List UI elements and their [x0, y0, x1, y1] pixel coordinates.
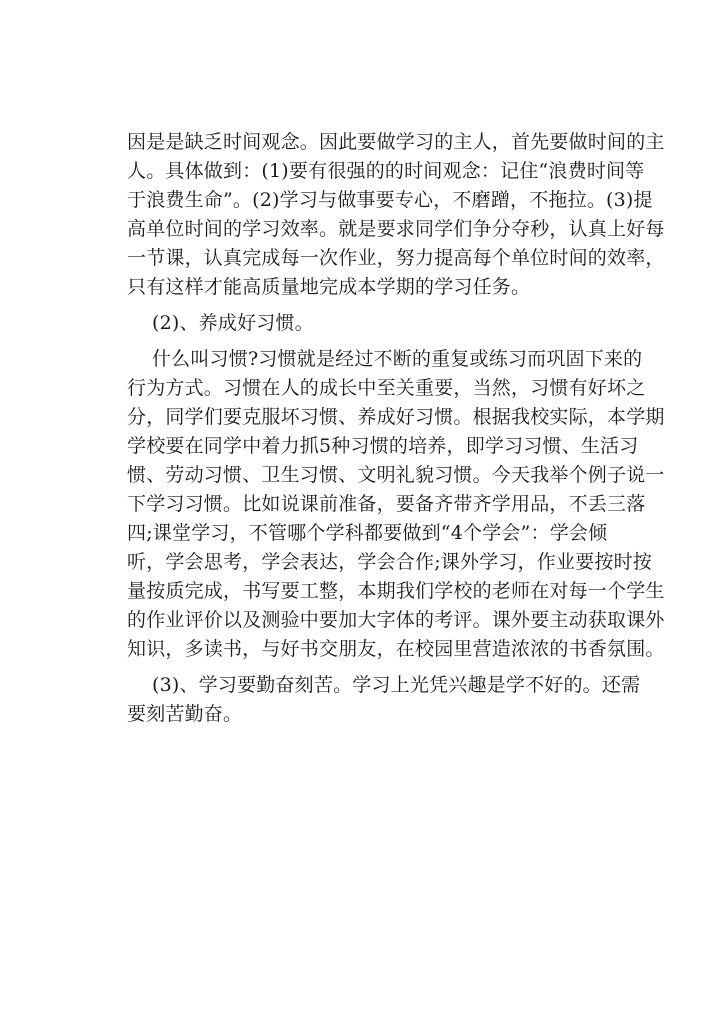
paragraph — [127, 671, 641, 729]
text-line: (3)、学习要勤奋刻苦。学习上光凭兴趣是学不好的。还需 — [127, 674, 641, 696]
text-line: 要刻苦勤奋。 — [127, 703, 243, 725]
text-line: 于浪费生命”。(2)学习与做事要专心，不磨蹭，不拖拉。(3)提 — [127, 189, 653, 211]
text-line: 下学习习惯。比如说课前准备，要备齐带齐学用品，不丢三落 — [127, 493, 646, 515]
document-body — [127, 128, 665, 729]
text-line: 学校要在同学中着力抓5种习惯的培养，即学习习惯、生活习 — [127, 435, 639, 457]
text-line: 分，同学们要克服坏习惯、养成好习惯。根据我校实际，本学期 — [127, 406, 665, 428]
text-line: 量按质完成，书写要工整，本期我们学校的老师在对每一个学生 — [127, 580, 665, 602]
text-line: 的作业评价以及测验中要加大字体的考评。课外要主动获取课外 — [127, 609, 665, 631]
text-line: 行为方式。习惯在人的成长中至关重要，当然，习惯有好坏之 — [127, 377, 646, 399]
text-line: 知识，多读书，与好书交朋友，在校园里营造浓浓的书香氛围。 — [127, 638, 665, 660]
text-line: 什么叫习惯?习惯就是经过不断的重复或练习而巩固下来的 — [127, 348, 643, 370]
text-line: 高单位时间的学习效率。就是要求同学们争分夺秒，认真上好每 — [127, 218, 665, 240]
text-line: 惯、劳动习惯、卫生习惯、文明礼貌习惯。今天我举个例子说一 — [127, 464, 665, 486]
paragraph-gap — [127, 664, 627, 671]
text-line: 人。具体做到：(1)要有很强的的时间观念：记住“浪费时间等 — [127, 160, 645, 182]
text-line: (2)、养成好习惯。 — [127, 312, 314, 334]
paragraph-gap — [127, 302, 627, 309]
text-line: 只有这样才能高质量地完成本学期的学习任务。 — [127, 276, 531, 298]
text-line: 一节课，认真完成每一次作业，努力提高每个单位时间的效率， — [127, 247, 665, 269]
paragraph — [127, 345, 665, 664]
paragraph-gap — [127, 338, 627, 345]
paragraph — [127, 128, 665, 302]
text-line: 四;课堂学习，不管哪个学科都要做到“4个学会”：学会倾 — [127, 522, 608, 544]
text-line: 因是是缺乏时间观念。因此要做学习的主人，首先要做时间的主 — [127, 131, 665, 153]
paragraph-heading — [127, 309, 627, 338]
text-line: 听，学会思考，学会表达，学会合作;课外学习，作业要按时按 — [127, 551, 653, 573]
